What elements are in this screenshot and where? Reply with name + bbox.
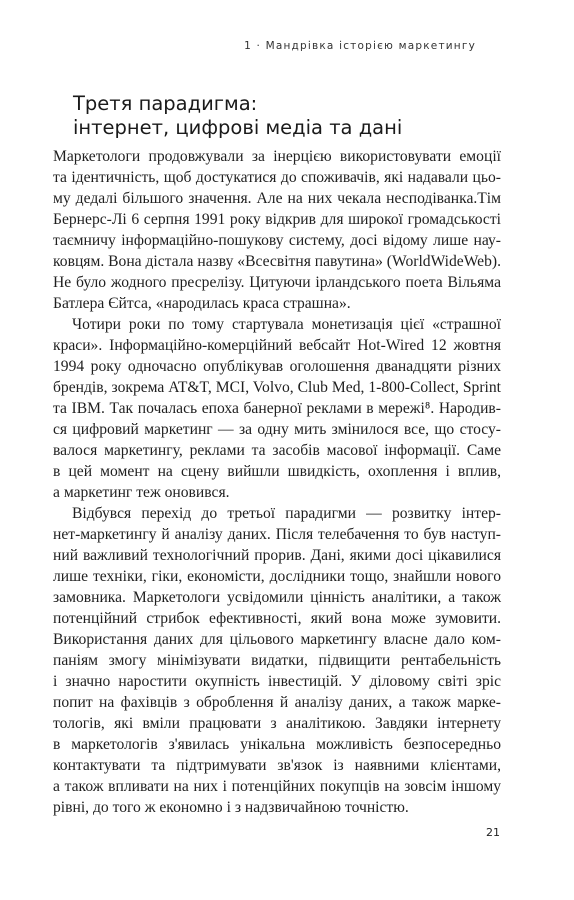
text-line: ся цифровий маркетинг — за одну мить змінилося все, що стосу- (53, 421, 501, 438)
text-line: контактувати та підтримувати зв'язок із наявними клієнтами, (53, 757, 501, 774)
paragraph-1 (53, 146, 501, 314)
text-line: паніям змогу мінімізувати видатки, підвищити рентабельність (53, 652, 501, 669)
text-line: Батлера Єйтса, «народилась краса страшна». (53, 295, 351, 312)
text-line: брендів, зокрема AT&T, MCI, Volvo, Club Med, 1-800-Collect, Sprint (53, 379, 501, 396)
text-line: Використання даних для цільового маркетингу власне дало ком- (53, 631, 501, 648)
text-line: Чотири роки по тому стартувала монетизація цієї «страшної (72, 316, 501, 333)
text-line: лише техніки, гіки, економісти, дослідники тощо, знайшли нового (53, 568, 501, 585)
text-line: і значно наростити окупність інвестицій. У діловому світі зріс (53, 673, 501, 690)
text-line: та IBM. Так почалась епоха банерної реклами в мережі⁸. Народив- (53, 400, 501, 417)
section-title (73, 92, 402, 140)
text-line: ний важливий технологічний прорив. Дані, якими досі цікавилися (53, 547, 501, 564)
text-line: Бернерс-Лі 6 серпня 1991 року відкрив для широкої громадськості (53, 211, 501, 228)
text-line: таємничу інформаційно-пошукову систему, досі відому лише нау- (53, 232, 501, 249)
text-line: рівні, до того ж економно і з надзвичайною точністю. (53, 799, 409, 816)
text-line: 1994 року одночасно опублікував оголошення дванадцяти різних (53, 358, 501, 375)
text-line: замовника. Маркетологи усвідомили цінність аналітики, а також (53, 589, 501, 606)
text-line: в маркетологів з'явилась унікальна можливість безпосередньо (53, 736, 501, 753)
text-line: нет-маркетингу й аналізу даних. Після телебачення то був наступ- (53, 526, 501, 543)
text-line: ковцям. Вона дістала назву «Всесвітня павутина» (WorldWideWeb). (53, 253, 501, 270)
section-title-line: Третя парадигма: (73, 92, 258, 115)
text-line: краси». Інформаційно-комерційний вебсайт Hot-Wired 12 жовтня (53, 337, 501, 354)
paragraph-3 (53, 503, 501, 818)
section-title-line: інтернет, цифрові медіа та дані (73, 116, 403, 139)
text-line: му дедалі більшого значення. Але на них чекала несподіванка.Тім (53, 190, 501, 207)
paragraph-2 (53, 314, 501, 503)
text-line: попит на фахівців з оброблення й аналізу даних, а також марке- (53, 694, 501, 711)
text-line: та ідентичність, щоб достукатися до споживачів, які надавали цьо- (53, 169, 501, 186)
text-line: Не було жодного пресрелізу. Цитуючи ірландського поета Вільяма (53, 274, 501, 291)
text-line: валося маркетингу, реклами та засобів масової інформації. Саме (53, 442, 501, 459)
text-line: потенційний стрибок ефективності, який вона може зумовити. (53, 610, 501, 627)
body-text (53, 146, 501, 818)
text-line: а маркетинг теж оновився. (53, 484, 230, 501)
text-line: в цей момент на сцену вийшли швидкість, охоплення і вплив, (53, 463, 501, 480)
text-line: Маркетологи продовжували за інерцією використовувати емоції (53, 148, 501, 165)
text-line: Відбувся перехід до третьої парадигми — розвитку інтер- (72, 505, 501, 522)
text-line: а також впливати на них і потенційних покупців на зовсім іншому (53, 778, 501, 795)
text-line: тологів, які вміли працювати з аналітикою. Завдяки інтернету (53, 715, 501, 732)
running-header: 1 · Мандрівка історією маркетингу (244, 40, 476, 52)
page-number: 21 (486, 826, 500, 839)
